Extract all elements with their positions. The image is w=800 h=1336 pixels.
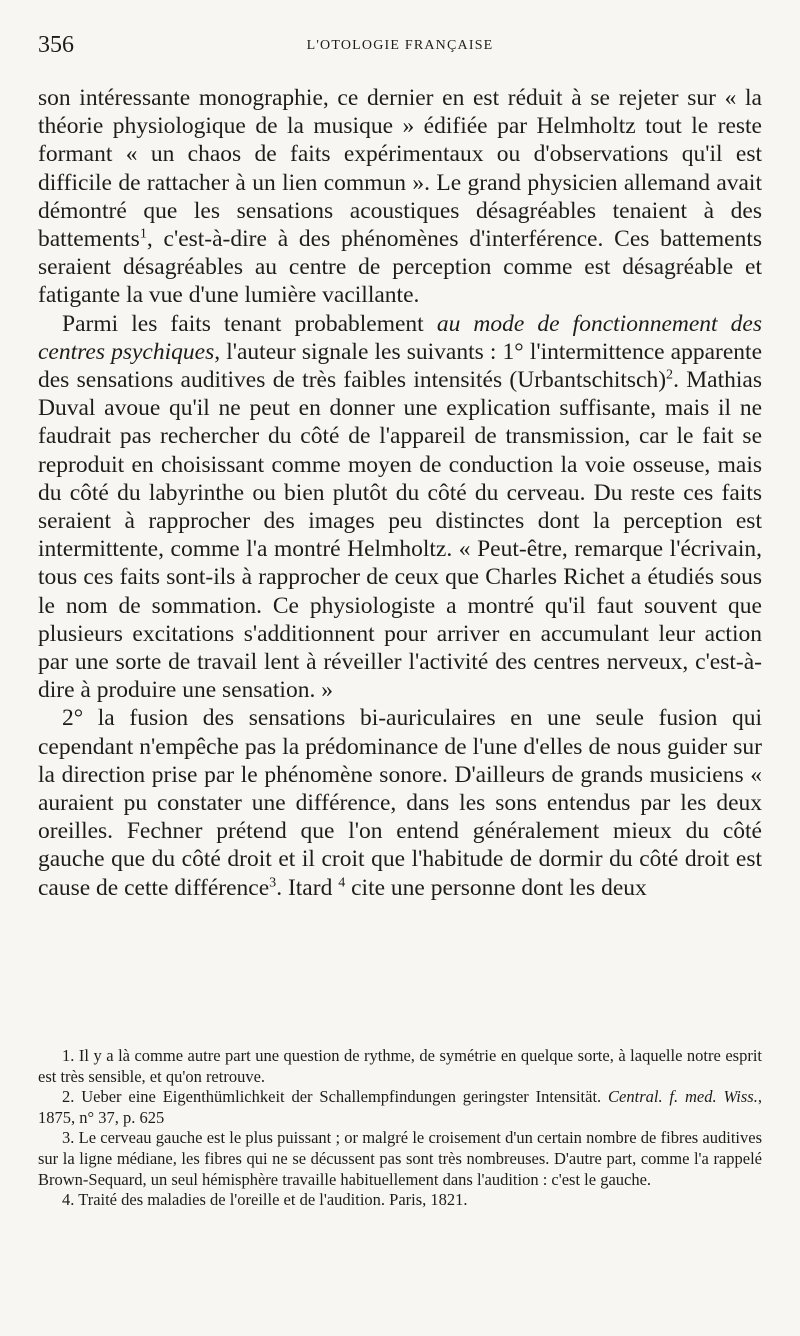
footnote-ref-4: 4 <box>338 874 346 891</box>
footnotes <box>38 1046 762 1211</box>
page-number: 356 <box>38 32 74 58</box>
body-text <box>38 84 762 902</box>
footnote-2: 2. Ueber eine Eigenthümlichkeit der Schallempfindungen geringster Intensität. Central. f. med. Wiss., 1875, n° 37, p. 625 <box>38 1087 762 1127</box>
paragraph-3: 2° la fusion des sensations bi-auriculaires en une seule fusion qui cependant n'empêche pas la prédominance de l'une d'elles de nous guider sur la direction prise par le phénomène sonore. D'ailleurs de grands musiciens « auraient pu constater une différence, dans les sons entendus par les deux oreilles. Fechner prétend que l'on entend généralement mieux du côté gauche que du côté droit et il croit que l'habitude de dormir du côté droit est cause de cette différence$^3$. Itard $^4$ cite une personne dont les deux <box>38 705 762 901</box>
running-title: L'OTOLOGIE FRANÇAISE <box>306 38 494 53</box>
paragraph-2: Parmi les faits tenant probablement au mode de fonctionnement des centres psychiques, l'auteur signale les suivants : 1° l'intermittence apparente des sensations auditives de très faibles intensités (Urbantschitsch)$^2$. Mathias Duval avoue qu'il ne peut en donner une explication suffisante, mais il ne faudrait pas rechercher du côté de l'appareil de transmission, car le fait se reproduit en choisissant comme moyen de conduction la voie osseuse, mais du côté du labyrinthe ou bien plutôt du côté du cerveau. Du reste ces faits seraient à rapprocher des images peu distinctes dont la perception est intermittente, comme l'a montré Helmholtz. « Peut-être, remarque l'écrivain, tous ces faits sont-ils à rapprocher de ceux que Charles Richet a étudiés sous le nom de sommation. Ce physiologiste a montré qu'il faut souvent que plusieurs excitations s'additionnent pour arriver en accumulant leur action par une sorte de travail lent à réveiller l'activité des centres nerveux, c'est-à-dire à produire une sensation. » <box>38 310 762 704</box>
footnote-ref-3: 3 <box>269 874 277 891</box>
journal-title: Central. f. med. Wiss. <box>608 1087 758 1107</box>
page-header <box>38 30 762 66</box>
footnote-4: 4. Traité des maladies de l'oreille et de l'audition. Paris, 1821. <box>62 1190 468 1210</box>
paragraph-1: son intéressante monographie, ce dernier en est réduit à se rejeter sur « la théorie physiologique de la musique » édifiée par Helmholtz tout le reste formant « un chaos de faits expérimentaux ou d'observations qu'il est difficile de rattacher à un lien commun ». Le grand physicien allemand avait démontré que les sensations acoustiques désagréables tenaient à des battements$^1$, c'est-à-dire à des phénomènes d'interférence. Ces battements seraient désagréables au centre de perception comme est désagréable et fatigante la vue d'une lumière vacillante. <box>38 85 762 309</box>
footnote-1: 1. Il y a là comme autre part une question de rythme, de symétrie en quelque sorte, à laquelle notre esprit est très sensible, et qu'on retrouve. <box>38 1046 762 1086</box>
footnote-ref-2: 2 <box>666 366 674 383</box>
italic-phrase: au mode de fonctionnement des centres psychiques <box>38 310 762 365</box>
footnote-ref-1: 1 <box>139 225 147 242</box>
footnote-3: 3. Le cerveau gauche est le plus puissant ; or malgré le croisement d'un certain nombre de fibres auditives sur la ligne médiane, les fibres qui ne se décussent pas sont très nombreuses. D'autre part, comme l'a rappelé Brown-Sequard, un seul hémisphère travaille habituellement dans l'audition : c'est le gauche. <box>38 1128 762 1189</box>
